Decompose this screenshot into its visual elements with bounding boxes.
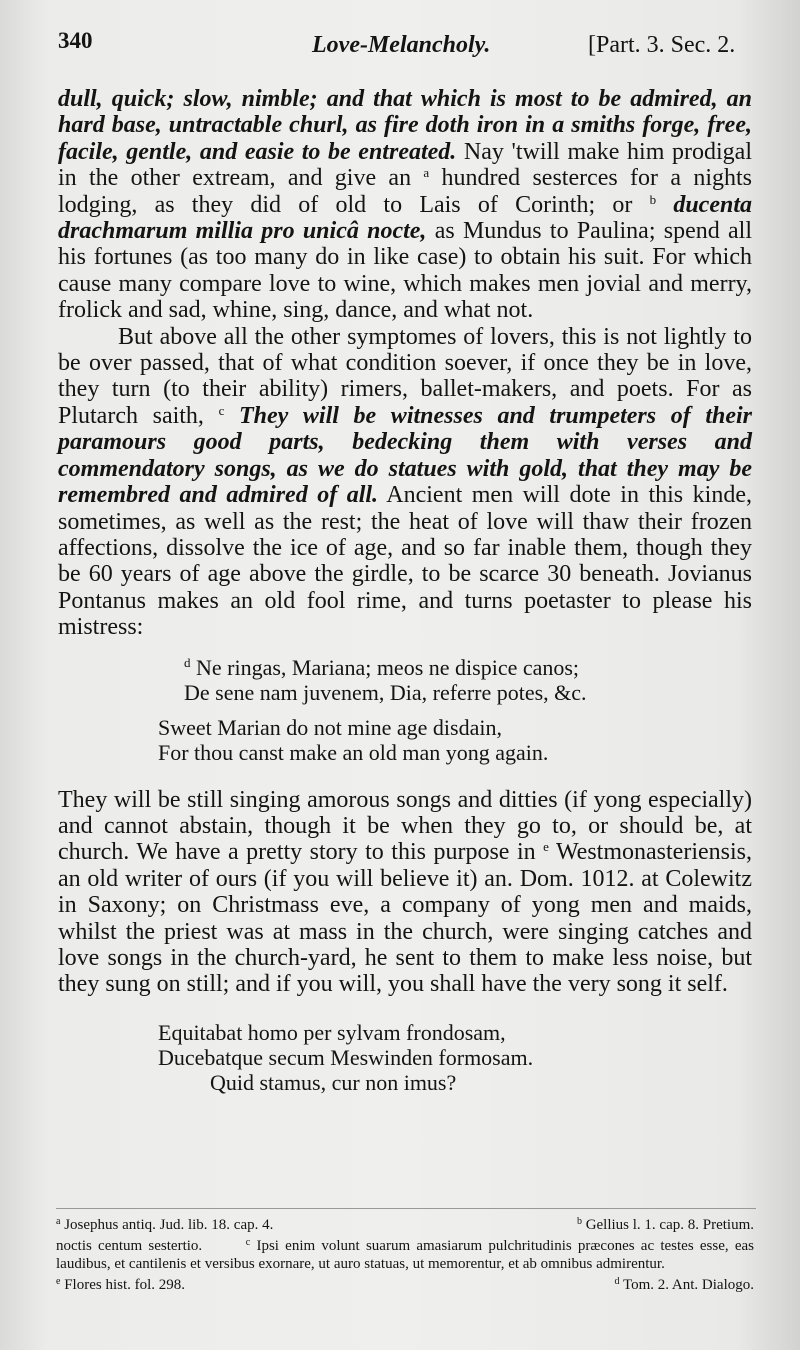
- paragraph-2: [58, 324, 752, 641]
- footnote-a: $^a$ Josephus antiq. Jud. lib. 18. cap. 4.: [56, 1216, 274, 1233]
- english-verse: [58, 715, 752, 765]
- note-ref-e: e: [543, 839, 549, 855]
- section-reference: [Part. 3. Sec. 2.: [588, 32, 736, 58]
- verse-line: $^d$ Ne ringas, Mariana; meos ne dispice canos;: [184, 654, 580, 680]
- text-run: Ancient men will dote in this kinde, sometimes, as well as the rest; the heat of love will thaw their frozen affections, dissolve the ice of age, and so far inable them, though they be 60 years of age above the girdle, to be scarce 30 beneath. Jovianus Pontanus makes an old fool rime, and turns poetaster to please his mistress:: [58, 482, 752, 641]
- footnote-d: $^d$ Tom. 2. Ant. Dialogo.: [614, 1276, 754, 1294]
- footnote-b-continued: noctis centum sestertio.: [56, 1238, 203, 1255]
- plutarch-quote: They will be witnesses and trumpeters of their paramours good parts, bedecking them with verses and commendatory songs, as we do statues with gold, that they may be remembred and admired of all.: [58, 402, 753, 509]
- text-run: But above all the other symptomes of lovers, this is not lightly to be over passed, that of what condition soever, if once they be in love, they turn (to their ability) rimers, ballet-makers, and poets. For as Plutarch saith,: [58, 323, 752, 429]
- paragraph-3: [58, 787, 752, 998]
- footnotes: [56, 1213, 754, 1295]
- note-ref-c: c: [218, 402, 225, 418]
- note-ref-a: a: [423, 165, 430, 181]
- footnote-e: $^e$ Flores hist. fol. 298.: [56, 1276, 186, 1294]
- latin-verse-pontanus: [58, 655, 752, 705]
- footnote-divider: [56, 1208, 756, 1209]
- running-title: Love-Melancholy.: [312, 32, 491, 58]
- running-header: [56, 28, 756, 72]
- footnote-c: $^c$ Ipsi enim volunt suarum amasiarum pulchritudinis præcones ac testes esse, eas laudibus, et cantilenis et versibus exornare, ut auro statuas, ut memorentur, et ab omnibus admirentur.: [56, 1237, 755, 1272]
- latin-phrase: ducenta drachmarum millia pro unicâ nocte,: [58, 191, 753, 245]
- note-ref-b: b: [649, 191, 657, 207]
- text-run: Nay 'twill make him prodigal in the other extream, and give an: [58, 138, 752, 192]
- footnote-row: [56, 1273, 614, 1294]
- paragraph-1: [58, 86, 752, 324]
- text-run: hundred sesterces for a nights lodging, as they did of old to Lais of Corinth; or: [58, 165, 752, 218]
- text-run: They will be still singing amorous songs and ditties (if yong especially) and cannot abstain, though it be when they go to, or should be, at church. We have a pretty story to this purpose in: [58, 786, 752, 866]
- main-text: [58, 86, 752, 1095]
- text-run: Westmonasteriensis, an old writer of ours (if you will believe it) an. Dom. 1012. at Colewitz in Saxony; on Christmass eve, a company of yong men and maids, whilst the priest was at mass in the church, were singing catches and love songs in the church-yard, he sent to them to make less noise, but they sung on still; and if you will, you shall have the very song it self.: [58, 839, 752, 998]
- italic-passage: dull, quick; slow, nimble; and that which is most to be admired, an hard base, untractable churl, as fire doth iron in a smiths forge, free, facile, gentle, and easie to be entreated.: [58, 86, 752, 165]
- verse-line: Sweet Marian do not mine age disdain,: [158, 714, 502, 740]
- footnote-b: $^b$ Gellius l. 1. cap. 8. Pretium.: [576, 1216, 754, 1233]
- verse-line: For thou canst make an old man yong again.: [158, 739, 549, 765]
- verse-line: De sene nam juvenem, Dia, referre potes, &c.: [184, 679, 587, 705]
- verse-line: Equitabat homo per sylvam frondosam,: [158, 1019, 506, 1045]
- text-run: as Mundus to Paulina; spend all his fortunes (as too many do in like case) to obtain his suit. For which cause many compare love to wine, which makes men jovial and merry, frolick and sad, whine, sing, dance, and what not.: [58, 218, 752, 324]
- footnote-row: [56, 1213, 754, 1234]
- note-ref-d: d: [184, 654, 191, 670]
- latin-song: [58, 1020, 752, 1095]
- verse-line: Quid stamus, cur non imus?: [210, 1069, 457, 1095]
- verse-line: Ducebatque secum Meswinden formosam.: [158, 1044, 534, 1070]
- page-number: 340: [58, 28, 93, 53]
